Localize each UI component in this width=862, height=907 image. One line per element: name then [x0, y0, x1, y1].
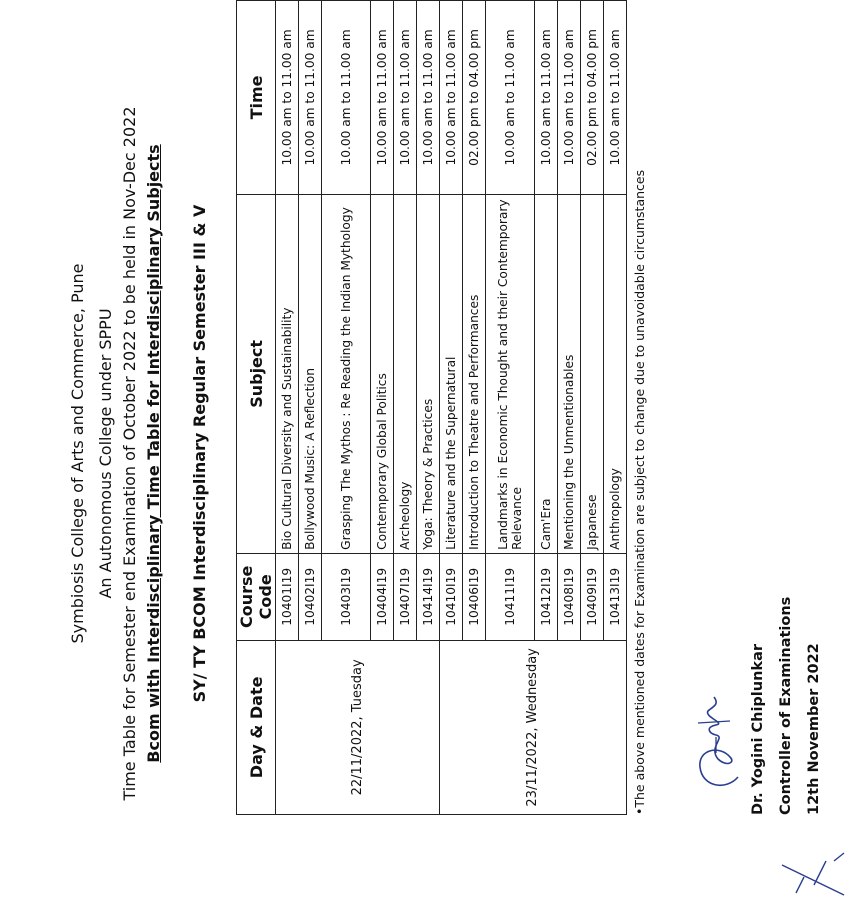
- pen-mark: [774, 845, 854, 905]
- time-cell: 10.00 am to 11.00 am: [371, 1, 394, 195]
- course-code-cell: 10406I19: [463, 553, 486, 640]
- column-header-course-code: Course Code: [237, 553, 276, 640]
- time-cell: 02.00 pm to 04.00 pm: [581, 1, 604, 195]
- column-header-subject: Subject: [237, 194, 276, 553]
- day-date-cell: 22/11/2022, Tuesday: [276, 640, 440, 814]
- subject-cell: Contemporary Global Politics: [371, 194, 394, 553]
- time-cell: 02.00 pm to 04.00 pm: [463, 1, 486, 195]
- subject-cell: Cam'Era: [535, 194, 558, 553]
- subject-cell: Bollywood Music: A Reflection: [299, 194, 322, 553]
- course-code-cell: 10403I19: [322, 553, 371, 640]
- subject-cell: Mentioning the Unmentionables: [558, 194, 581, 553]
- exam-note: •The above mentioned dates for Examination are subject to change due to unavoidable circumstances: [632, 169, 647, 815]
- timetable-heading: Time Table for Semester end Examination of October 2022 to be held in Nov-Dec 2022: [120, 106, 139, 801]
- table-row: [276, 1, 299, 815]
- course-code-cell: 10413I19: [604, 553, 627, 640]
- exam-timetable: [236, 0, 627, 815]
- subject-cell: Anthropology: [604, 194, 627, 553]
- signatory-title: Controller of Examinations: [778, 596, 794, 815]
- day-date-cell: 23/11/2022, Wednesday: [440, 640, 627, 814]
- course-code-cell: 10407I19: [394, 553, 417, 640]
- course-code-cell: 10412I19: [535, 553, 558, 640]
- time-cell: 10.00 am to 11.00 am: [486, 1, 535, 195]
- subject-cell: Landmarks in Economic Thought and their Contemporary Relevance: [486, 194, 535, 553]
- signatory-date: 12th November 2022: [806, 643, 822, 815]
- time-cell: 10.00 am to 11.00 am: [299, 1, 322, 195]
- course-code-cell: 10408I19: [558, 553, 581, 640]
- course-code-cell: 10414I19: [417, 553, 440, 640]
- semester-heading: SY/ TY BCOM Interdisciplinary Regular Semester III & V: [190, 204, 209, 703]
- course-code-cell: 10411I19: [486, 553, 535, 640]
- column-header-day-date: Day & Date: [237, 640, 276, 814]
- time-cell: 10.00 am to 11.00 am: [417, 1, 440, 195]
- time-cell: 10.00 am to 11.00 am: [276, 1, 299, 195]
- subject-cell: Introduction to Theatre and Performances: [463, 194, 486, 553]
- signature-scribble: [686, 687, 756, 797]
- table-header-row: [237, 1, 276, 815]
- time-cell: 10.00 am to 11.00 am: [604, 1, 627, 195]
- subject-cell: Grasping The Mythos : Re Reading the Indian Mythology: [322, 194, 371, 553]
- time-cell: 10.00 am to 11.00 am: [535, 1, 558, 195]
- course-code-cell: 10410I19: [440, 553, 463, 640]
- time-cell: 10.00 am to 11.00 am: [558, 1, 581, 195]
- subject-cell: Japanese: [581, 194, 604, 553]
- college-subtitle: An Autonomous College under SPPU: [96, 308, 115, 599]
- time-cell: 10.00 am to 11.00 am: [440, 1, 463, 195]
- course-code-cell: 10409I19: [581, 553, 604, 640]
- subject-cell: Literature and the Supernatural: [440, 194, 463, 553]
- course-code-cell: 10404I19: [371, 553, 394, 640]
- column-header-time: Time: [237, 1, 276, 195]
- college-name: Symbiosis College of Arts and Commerce, Pune: [68, 263, 87, 644]
- signatory-name: Dr. Yogini Chiplunkar: [750, 643, 766, 815]
- subject-cell: Archeology: [394, 194, 417, 553]
- timetable-subheading: Bcom with Interdisciplinary Time Table for Interdisciplinary Subjects: [144, 144, 163, 763]
- time-cell: 10.00 am to 11.00 am: [322, 1, 371, 195]
- subject-cell: Bio Cultural Diversity and Sustainability: [276, 194, 299, 553]
- course-code-cell: 10401I19: [276, 553, 299, 640]
- subject-cell: Yoga: Theory & Practices: [417, 194, 440, 553]
- course-code-cell: 10402I19: [299, 553, 322, 640]
- table-row: [440, 1, 463, 815]
- time-cell: 10.00 am to 11.00 am: [394, 1, 417, 195]
